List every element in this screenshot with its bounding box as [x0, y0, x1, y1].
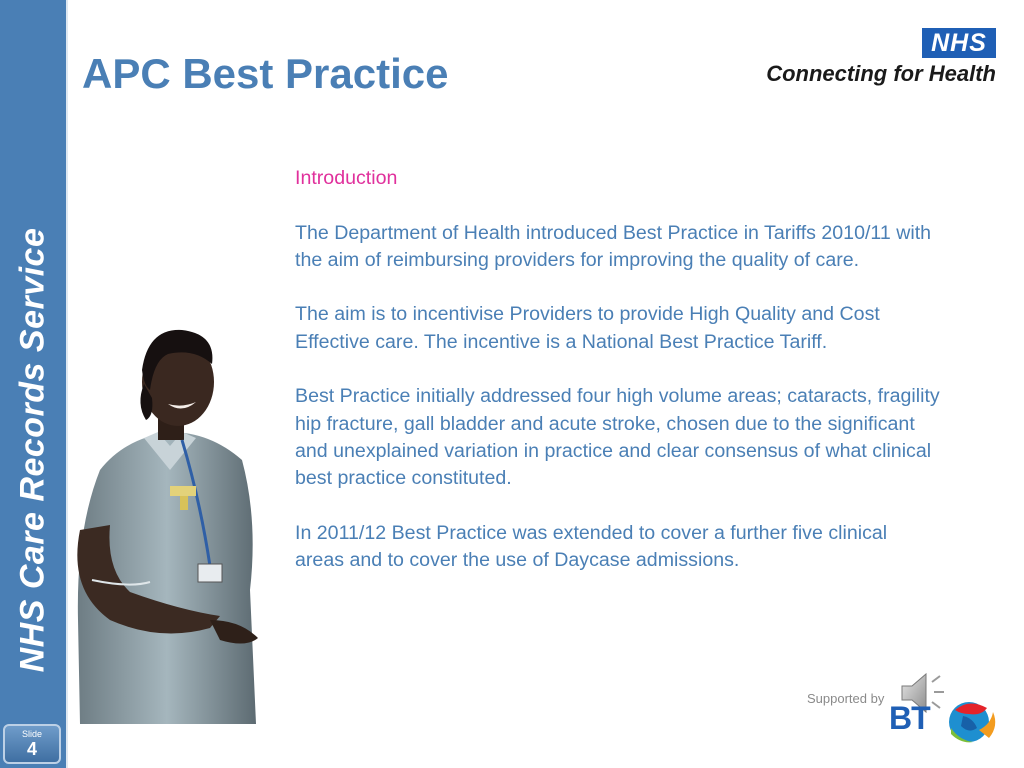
bt-globe-icon	[943, 694, 999, 748]
content-body	[295, 165, 940, 602]
paragraph-3: Best Practice initially addressed four high volume areas; cataracts, fragility hip fracture, gall bladder and acute stroke, chosen due to the significant and unexplained variation in practice and clear consensus of what clinical best practice constituted.	[295, 385, 940, 490]
slide-label: Slide	[21, 729, 42, 739]
paragraph-4: In 2011/12 Best Practice was extended to cover a further five clinical areas and to cover the use of Daycase admissions.	[295, 521, 888, 572]
supported-by-bt	[805, 690, 1005, 750]
slide-badge	[3, 724, 61, 764]
page-title: APC Best Practice	[82, 50, 449, 97]
nhs-logo-tagline: Connecting for Health	[766, 61, 996, 86]
intro-heading: Introduction	[295, 167, 398, 189]
sidebar	[0, 0, 66, 768]
sidebar-divider	[66, 0, 68, 768]
paragraph-2: The aim is to incentivise Providers to provide High Quality and Cost Effective care. The incentive is a National Best Practice Tariff.	[295, 303, 880, 353]
paragraph-1: The Department of Health introduced Best Practice in Tariffs 2010/11 with the aim of reimbursing providers for improving the quality of care.	[295, 221, 932, 271]
supported-by-text: Supported by	[807, 691, 885, 706]
vertical-title: NHS Care Records Service	[13, 227, 52, 673]
slide-number: 4	[26, 739, 37, 759]
nhs-logo-box: NHS	[922, 28, 996, 58]
nhs-logo	[742, 28, 998, 90]
bt-logo-text: BT	[889, 700, 930, 736]
nurse-image	[70, 320, 290, 724]
